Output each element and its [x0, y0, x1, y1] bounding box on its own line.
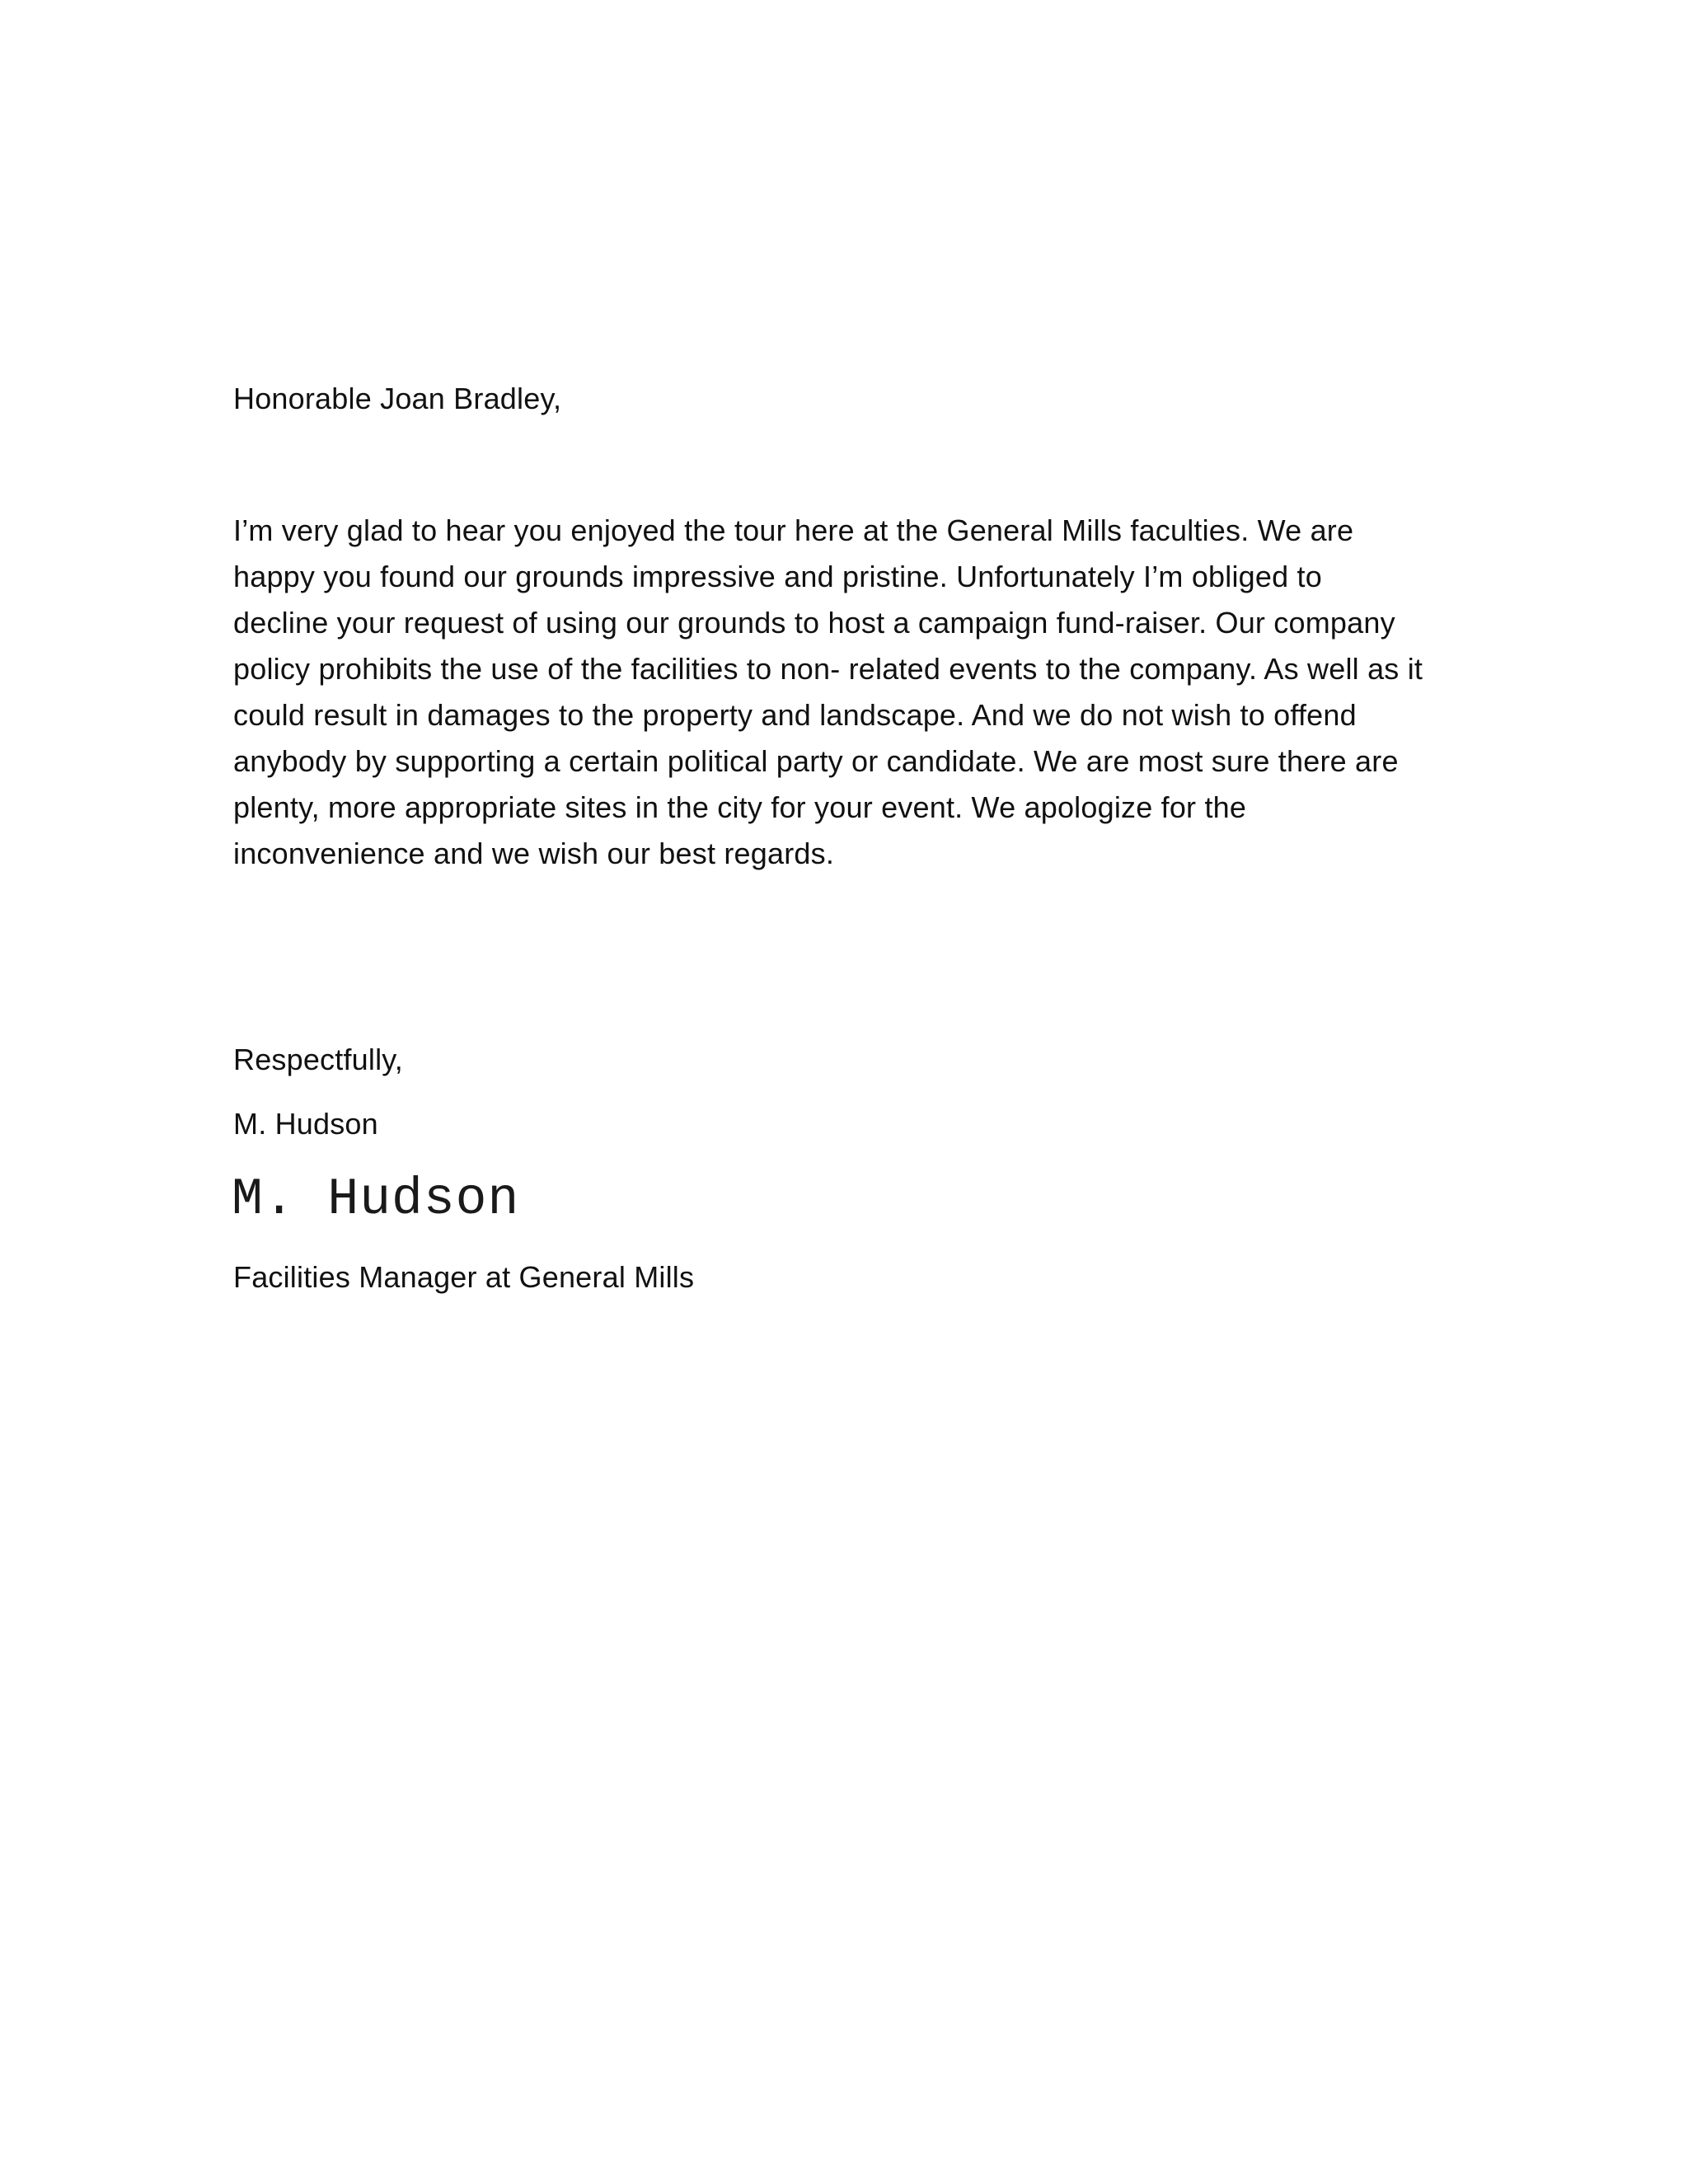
closing: Respectfully,	[233, 1043, 404, 1076]
body-line: could result in damages to the property and landscape. And we do not wish to offend	[233, 698, 1357, 732]
body-line: policy prohibits the use of the facilities to non- related events to the company. As well as it	[233, 652, 1423, 686]
signature: M. Hudson	[232, 1170, 520, 1229]
body-line: anybody by supporting a certain political party or candidate. We are most sure there are	[233, 744, 1399, 778]
salutation: Honorable Joan Bradley,	[233, 382, 562, 415]
body-line: plenty, more appropriate sites in the city for your event. We apologize for the	[233, 790, 1247, 824]
body-line: I’m very glad to hear you enjoyed the tour here at the General Mills faculties. We are	[233, 513, 1354, 547]
sender-title: Facilities Manager at General Mills	[233, 1260, 695, 1294]
body-line: decline your request of using our grounds to host a campaign fund-raiser. Our company	[233, 606, 1395, 640]
body-line: inconvenience and we wish our best regards.	[233, 837, 835, 870]
body-line: happy you found our grounds impressive and pristine. Unfortunately I’m obliged to	[233, 560, 1322, 593]
printed-name: M. Hudson	[233, 1107, 378, 1141]
letter-body	[233, 508, 1423, 877]
